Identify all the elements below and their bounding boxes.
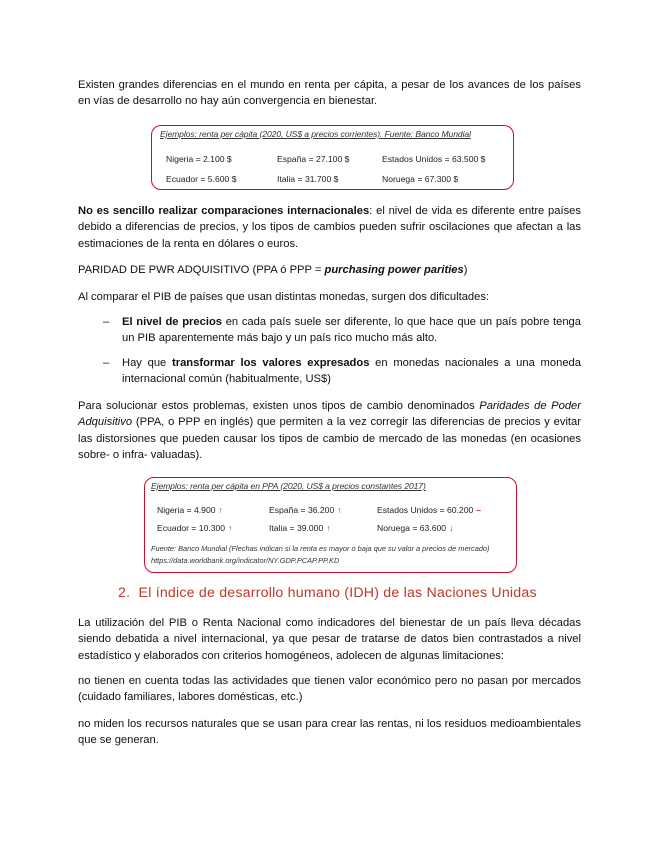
box1-nigeria: Nigeria = 2.100 $ [166,154,232,164]
arrow-up-icon: ↑ [218,505,223,515]
limitation2-text: no miden los recursos naturales que se usan para crear las rentas, ni los residuos medioambientales que se generan. [78,718,581,747]
arrow-down-icon: ↓ [449,523,454,533]
difficulties-paragraph [78,289,581,305]
bullet2-pre: Hay que [122,357,172,369]
box2-italia: Italia = 39.000 ↑ [269,523,331,533]
box1-usa: Estados Unidos = 63.500 $ [382,154,486,164]
ppp-title-end: ) [463,264,468,276]
solution-pre: Para solucionar estos problemas, existen unos tipos de cambio denominados [78,400,480,412]
ppp-title [78,262,581,278]
intro-paragraph [78,77,581,110]
comparisons-bold: No es sencillo realizar comparaciones internacionales [78,205,370,217]
idh-intro-text: La utilización del PIB o Renta Nacional como indicadores del bienestar de un país lleva décadas siendo debatida a nivel internacional, ya que pesar de tratarse de datos bien contrastados a nivel estadístico y elaborados con criterios homogéneos, adolecen de algunas limitaciones: [78,617,581,662]
box1-ecuador: Ecuador = 5.600 $ [166,174,237,184]
bullet1-rest: en cada país suele ser diferente, lo que hace que un país pobre tenga un PIB aparentemente más bajo y un país rico mucho más alto. [122,316,581,345]
box2-usa: Estados Unidos = 60.200 – [377,505,482,515]
solution-rest: (PPA, o PPP en inglés) que permiten a la vez corregir las diferencias de precios y evitar las distorsiones que pueden causar los tipos de cambio de mercado de las monedas (en ocasiones sobre- o infra- valuadas). [78,416,581,462]
arrow-up-icon: ↑ [337,505,342,515]
box2-ecuador: Ecuador = 10.300 ↑ [157,523,233,533]
box2-source-note: Fuente: Banco Mundial (Flechas indican si la renta es mayor o baja que su valor a precios de mercado) [151,544,490,553]
comparisons-paragraph [78,203,581,252]
limitation1-text: no tienen en cuenta todas las actividades que tienen valor económico pero no pasan por mercados (cuidado familiares, labores domésticas, etc.) [78,675,581,704]
arrow-up-icon: ↑ [326,523,331,533]
section-number: 2. [118,585,131,601]
box2-espana: España = 36.200 ↑ [269,505,342,515]
idh-intro-paragraph [78,615,581,664]
dash-icon: – [476,505,482,515]
bullet2-bold: transformar los valores expresados [171,357,370,369]
bullet1-bold: El nivel de precios [122,316,222,328]
example-box-market [151,125,514,190]
limitation-paragraph-2 [78,716,581,749]
limitation-paragraph-1 [78,673,581,706]
bullet-item-2 [122,355,581,388]
section-heading [118,585,537,601]
box1-italia: Italia = 31.700 $ [277,174,339,184]
bullet-marker-1: – [103,316,110,328]
solution-paragraph [78,398,581,464]
bullet2-rest: en monedas nacionales a una moneda internacional común (habitualmente, US$) [122,357,581,386]
solution-italic: Paridades de Poder Adquisitivo [78,400,582,429]
bullet-item-1 [122,314,581,347]
section-title: El índice de desarrollo humano (IDH) de las Naciones Unidas [138,585,537,601]
bullet-marker-2: – [103,357,110,369]
box1-caption: Ejemplos: renta per cápita (2020, US$ a precios corrientes). Fuente: Banco Mundial [160,129,471,139]
box2-source-link[interactable]: https://data.worldbank.org/indicator/NY.GDP.PCAP.PP.KD [151,556,340,565]
box1-noruega: Noruega = 67.300 $ [382,174,459,184]
box1-espana: España = 27.100 $ [277,154,350,164]
box2-noruega: Noruega = 63.600 ↓ [377,523,454,533]
example-box-ppp [144,477,517,573]
arrow-up-icon: ↑ [228,523,233,533]
intro-text: Existen grandes diferencias en el mundo en renta per cápita, a pesar de los avances de los países en vías de desarrollo no hay aún convergencia en bienestar. [78,79,581,108]
ppp-title-italic: purchasing power parities [324,264,464,276]
difficulties-text: Al comparar el PIB de países que usan distintas monedas, surgen dos dificultades: [78,291,490,303]
comparisons-rest: : el nivel de vida es diferente entre países debido a diferencias de precios, y los tipos de cambios pueden sufrir oscilaciones que afectan a las estimaciones de la renta en dólares o euros. [78,205,581,250]
box2-nigeria: Nigeria = 4.900 ↑ [157,505,223,515]
ppp-title-start: PARIDAD DE PWR ADQUISITIVO (PPA ó PPP = [78,264,325,276]
box2-caption: Ejemplos: renta per cápita en PPA (2020, US$ a precios constantes 2017) [151,481,426,491]
